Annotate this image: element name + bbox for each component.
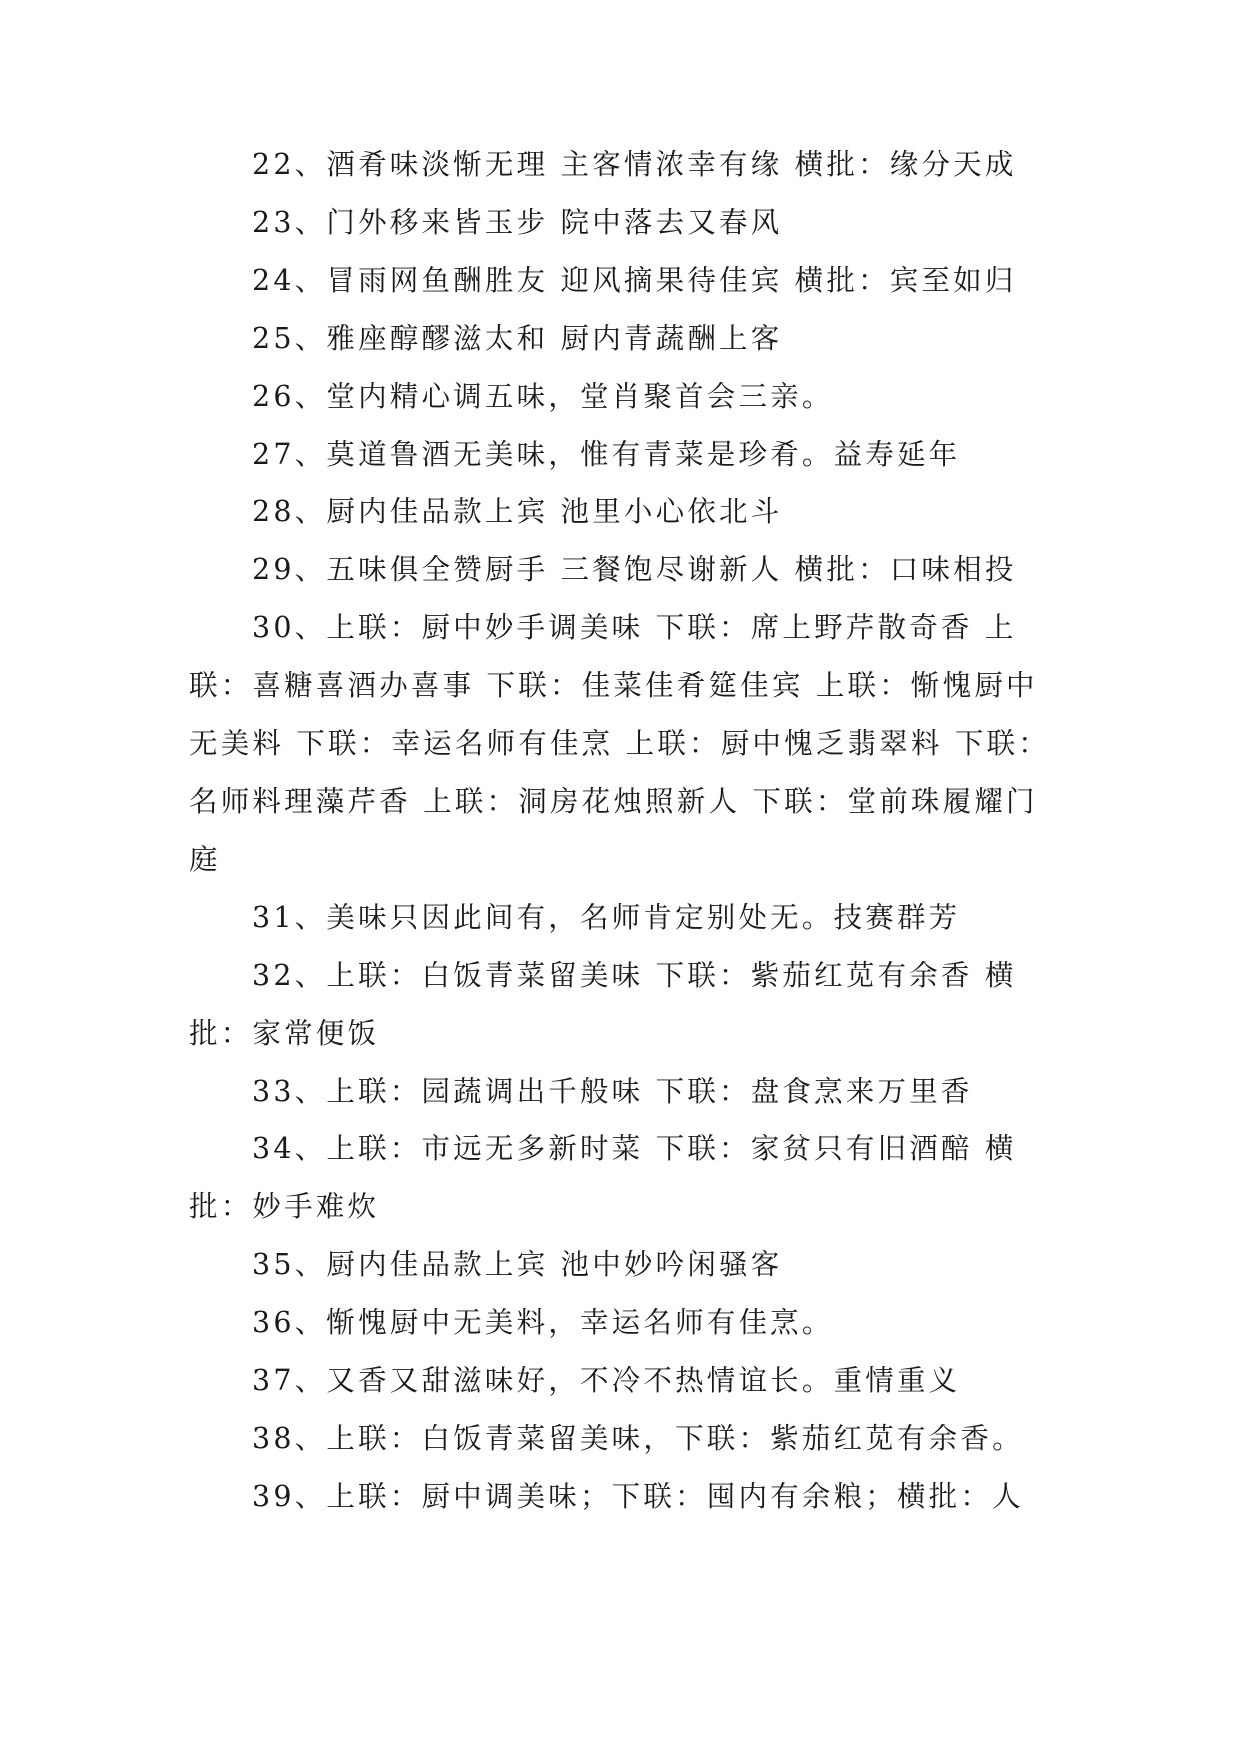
paragraph-35: 35、厨内佳品款上宾 池中妙吟闲骚客 bbox=[252, 1248, 783, 1282]
paragraph-32: 32、上联：白饭青菜留美味 下联：紫茄红苋有余香 横批：家常便饭 bbox=[189, 958, 1017, 1050]
paragraph-29: 29、五味俱全赞厨手 三餐饱尽谢新人 横批：口味相投 bbox=[252, 553, 1017, 587]
paragraph-22: 22、酒肴味淡惭无理 主客情浓幸有缘 横批：缘分天成 bbox=[252, 148, 1017, 181]
paragraph-39: 39、上联：厨中调美味；下联：囤内有余粮；横批：人 bbox=[252, 1479, 1024, 1513]
paragraph-23: 23、门外移来皆玉步 院中落去又春风 bbox=[252, 205, 783, 239]
paragraph-31: 31、美味只因此间有，名师肯定别处无。技赛群芳 bbox=[252, 900, 961, 934]
paragraph-36: 36、惭愧厨中无美料，幸运名师有佳烹。 bbox=[252, 1306, 834, 1340]
paragraph-25: 25、雅座醇醪滋太和 厨内青蔬酬上客 bbox=[252, 321, 783, 355]
paragraph-34: 34、上联：市远无多新时菜 下联：家贫只有旧酒醅 横批：妙手难炊 bbox=[189, 1132, 1017, 1224]
document-page bbox=[189, 136, 1053, 1526]
paragraph-38: 38、上联：白饭青菜留美味，下联：紫茄红苋有余香。 bbox=[252, 1421, 1024, 1455]
paragraph-24: 24、冒雨网鱼酬胜友 迎风摘果待佳宾 横批：宾至如归 bbox=[252, 263, 1017, 297]
paragraph-30: 30、上联：厨中妙手调美味 下联：席上野芹散奇香 上联：喜糖喜酒办喜事 下联：佳菜佳肴筵佳宾 上联：惭愧厨中无美料 下联：幸运名师有佳烹 上联：厨中愧乏翡翠料 下联：名师料理藻芹香 上联：洞房花烛照新人 下联：堂前珠履耀门庭 bbox=[189, 611, 1050, 876]
paragraph-26: 26、堂内精心调五味，堂肖聚首会三亲。 bbox=[252, 379, 834, 413]
paragraph-28: 28、厨内佳品款上宾 池里小心依北斗 bbox=[252, 495, 783, 529]
paragraph-27: 27、莫道鲁酒无美味，惟有青菜是珍肴。益寿延年 bbox=[252, 437, 961, 471]
paragraph-33: 33、上联：园蔬调出千般味 下联：盘食烹来万里香 bbox=[252, 1074, 973, 1108]
paragraph-37: 37、又香又甜滋味好，不冷不热情谊长。重情重义 bbox=[252, 1364, 961, 1398]
